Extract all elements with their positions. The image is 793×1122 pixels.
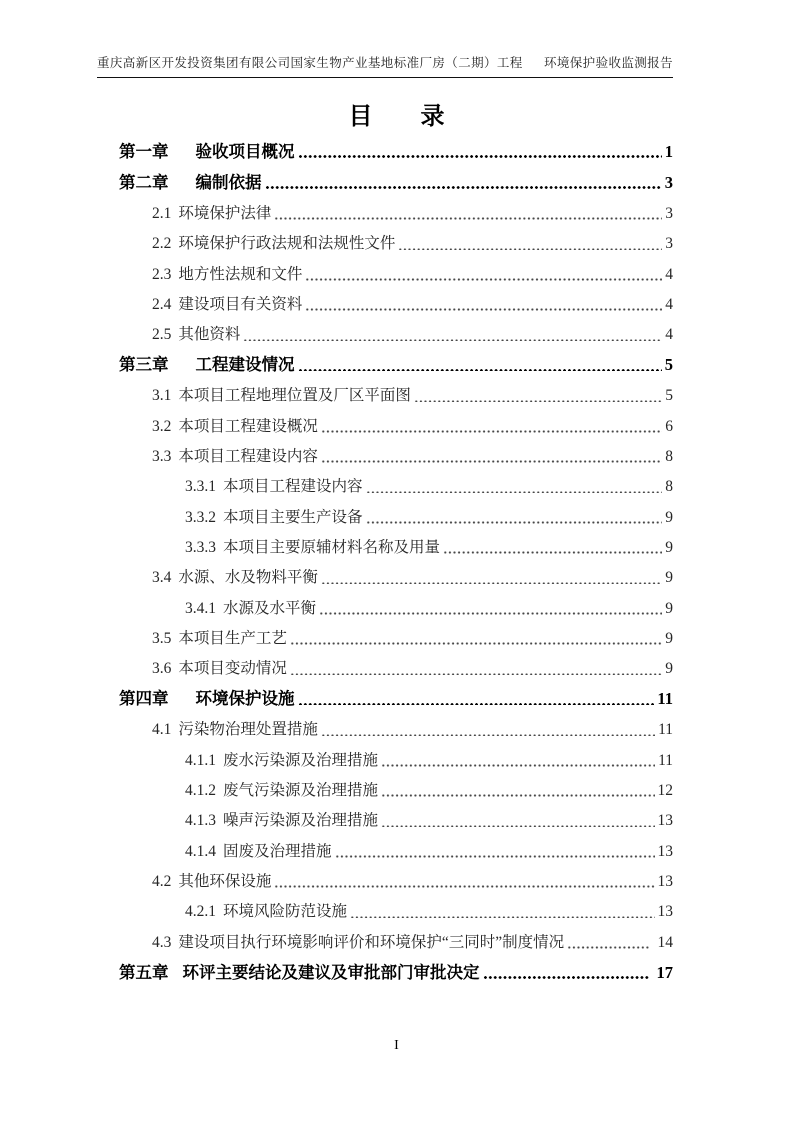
- toc-entry: [97, 539, 673, 556]
- toc-entry-page: 17: [656, 962, 673, 982]
- toc-entry-page: 5: [665, 387, 673, 405]
- toc-entry-page: 9: [665, 660, 673, 678]
- toc-entry-label: 3.6: [152, 660, 172, 678]
- dot-leader: [381, 762, 655, 767]
- toc-entry-title: 废水污染源及治理措施: [223, 751, 379, 769]
- toc-entry: [97, 721, 673, 738]
- toc-entry-title: 环境保护行政法规和法规性文件: [178, 235, 396, 253]
- footer-page-number: I: [394, 1038, 399, 1053]
- toc-entry-title: 环境保护设施: [195, 689, 295, 709]
- dot-leader: [321, 731, 655, 736]
- toc-entry-title: 本项目主要生产设备: [223, 508, 363, 526]
- toc-entry-page: 9: [665, 508, 673, 526]
- toc-entry-page: 13: [657, 812, 673, 830]
- toc-entry: [97, 873, 673, 890]
- toc-entry-label: 2.4: [152, 295, 172, 313]
- dot-leader: [381, 792, 654, 797]
- toc-entry-page: 4: [665, 295, 673, 313]
- toc-entry-label: 第五章: [119, 962, 169, 982]
- toc-entry-label: 第四章: [119, 689, 169, 709]
- dot-leader: [350, 913, 654, 918]
- toc-entry-title: 环境保护法律: [178, 205, 272, 222]
- toc-entry-label: 2.2: [152, 235, 172, 253]
- dot-leader: [483, 974, 649, 979]
- dot-leader: [366, 519, 663, 524]
- toc-entry-label: 3.3: [152, 448, 172, 466]
- toc-entry-label: 2.5: [152, 326, 172, 344]
- toc-entry-title: 编制依据: [195, 173, 262, 192]
- toc-entry-title: 工程建设情况: [195, 355, 295, 375]
- toc-entry-title: 本项目工程建设内容: [178, 448, 318, 466]
- toc-entry-page: 13: [657, 903, 673, 921]
- toc-entry: [97, 630, 673, 647]
- toc-entry-label: 4.1.4: [185, 842, 216, 860]
- toc-entry-page: 13: [657, 872, 673, 890]
- toc-entry-title: 环境风险防范设施: [223, 903, 348, 921]
- toc-entry-title: 其他环保设施: [178, 872, 272, 890]
- dot-leader: [243, 336, 662, 341]
- dot-leader: [567, 944, 649, 949]
- toc-entry-label: 4.1.1: [185, 751, 216, 769]
- toc-entry: [97, 143, 673, 160]
- toc-entry: [97, 266, 673, 283]
- dot-leader: [290, 640, 662, 645]
- toc-entry-page: 8: [665, 478, 673, 496]
- toc-entry-page: 9: [665, 629, 673, 647]
- toc-entry: [97, 205, 673, 222]
- toc-entry-page: 1: [664, 142, 673, 161]
- toc-entry-title: 本项目工程建设内容: [223, 478, 363, 496]
- toc-entry-page: 4: [665, 326, 673, 344]
- dot-leader: [366, 488, 663, 493]
- toc-entry-label: 4.1.3: [185, 812, 216, 830]
- dot-leader: [381, 822, 654, 827]
- toc-entry-page: 3: [665, 205, 673, 222]
- dot-leader: [319, 610, 662, 615]
- dot-leader: [290, 670, 662, 675]
- toc-entry-page: 4: [665, 265, 673, 283]
- dot-leader: [414, 397, 662, 402]
- toc-entry: [97, 903, 673, 920]
- toc-entry: [97, 387, 673, 404]
- toc-entry: [97, 174, 673, 191]
- dot-leader: [298, 700, 655, 705]
- toc-entry-label: 第一章: [119, 142, 169, 161]
- toc-entry-label: 3.3.1: [185, 478, 216, 496]
- toc-entry: [97, 782, 673, 799]
- toc-entry-title: 环评主要结论及建议及审批部门审批决定: [182, 962, 480, 982]
- dot-leader: [321, 579, 662, 584]
- toc-entry-page: 9: [665, 538, 673, 556]
- toc-entry-page: 11: [658, 721, 673, 739]
- toc-entry: [97, 690, 673, 707]
- toc-entry-title: 污染物治理处置措施: [178, 721, 318, 739]
- toc-entry: [97, 964, 673, 981]
- page-title: 目 录: [348, 104, 445, 130]
- toc-entry-title: 其他资料: [178, 326, 241, 344]
- toc-entry-page: 3: [664, 173, 673, 192]
- toc-entry-page: 9: [665, 599, 673, 617]
- toc-entry-title: 本项目主要原辅材料名称及用量: [223, 538, 441, 556]
- toc-entry: [97, 326, 673, 343]
- toc-entry-label: 2.1: [152, 205, 172, 222]
- toc-entry-title: 本项目工程地理位置及厂区平面图: [178, 387, 411, 405]
- toc-entry-page: 11: [657, 689, 673, 709]
- dot-leader: [298, 366, 662, 371]
- toc-entry: [97, 934, 673, 951]
- toc-entry-title: 水源及水平衡: [223, 599, 317, 617]
- toc-entry: [97, 843, 673, 860]
- dot-leader: [305, 276, 662, 281]
- toc-entry-title: 固废及治理措施: [223, 842, 332, 860]
- toc-entry: [97, 812, 673, 829]
- toc-entry-label: 4.3: [152, 933, 172, 951]
- dot-leader: [398, 245, 662, 250]
- toc-entry-page: 5: [664, 355, 673, 375]
- toc-entry-title: 本项目工程建设概况: [178, 417, 318, 435]
- dot-leader: [335, 853, 655, 858]
- toc-entry-title: 废气污染源及治理措施: [223, 782, 379, 800]
- toc-entry-title: 建设项目执行环境影响评价和环境保护“三同时”制度情况: [178, 933, 565, 951]
- toc-entry-label: 3.5: [152, 629, 172, 647]
- toc-entry-page: 14: [657, 933, 673, 951]
- toc-entry-label: 第二章: [119, 173, 169, 192]
- toc-entry-page: 6: [665, 417, 673, 435]
- toc-entry: [97, 660, 673, 677]
- toc-entry-label: 第三章: [119, 355, 169, 375]
- dot-leader: [298, 153, 662, 158]
- toc-list: [97, 140, 673, 995]
- toc-entry: [97, 296, 673, 313]
- toc-entry-page: 3: [665, 235, 673, 253]
- toc-entry-label: 4.2: [152, 872, 172, 890]
- toc-entry-page: 9: [665, 569, 673, 587]
- dot-leader: [265, 184, 662, 189]
- header-project-name: 重庆高新区开发投资集团有限公司国家生物产业基地标准厂房（二期）工程: [97, 56, 523, 70]
- toc-entry-page: 11: [658, 751, 673, 769]
- toc-entry-title: 本项目变动情况: [178, 660, 287, 678]
- dot-leader: [321, 428, 662, 433]
- toc-entry-page: 13: [657, 842, 673, 860]
- toc-entry-label: 3.4.1: [185, 599, 216, 617]
- toc-entry-label: 3.3.2: [185, 508, 216, 526]
- toc-entry-page: 8: [665, 448, 673, 466]
- toc-entry: [97, 478, 673, 495]
- dot-leader: [443, 549, 662, 554]
- toc-entry-title: 水源、水及物料平衡: [178, 569, 318, 587]
- running-header: [97, 53, 673, 78]
- toc-entry: [97, 752, 673, 769]
- toc-entry: [97, 509, 673, 526]
- toc-entry-title: 验收项目概况: [195, 142, 295, 161]
- dot-leader: [321, 458, 662, 463]
- toc-entry-label: 3.1: [152, 387, 172, 405]
- toc-entry-label: 4.1.2: [185, 782, 216, 800]
- toc-entry: [97, 356, 673, 373]
- toc-entry-label: 3.2: [152, 417, 172, 435]
- dot-leader: [305, 306, 662, 311]
- toc-entry-title: 噪声污染源及治理措施: [223, 812, 379, 830]
- toc-entry-label: 4.2.1: [185, 903, 216, 921]
- dot-leader: [274, 883, 654, 888]
- toc-entry: [97, 600, 673, 617]
- toc-entry: [97, 569, 673, 586]
- dot-leader: [274, 215, 662, 220]
- toc-entry: [97, 235, 673, 252]
- toc-entry-title: 本项目生产工艺: [178, 629, 287, 647]
- toc-entry-label: 3.3.3: [185, 538, 216, 556]
- toc-entry-title: 地方性法规和文件: [178, 265, 303, 283]
- toc-entry: [97, 418, 673, 435]
- toc-entry-title: 建设项目有关资料: [178, 295, 303, 313]
- toc-entry-label: 2.3: [152, 265, 172, 283]
- toc-entry: [97, 448, 673, 465]
- header-report-type: 环境保护验收监测报告: [543, 56, 673, 70]
- toc-entry-page: 12: [657, 782, 673, 800]
- toc-entry-label: 3.4: [152, 569, 172, 587]
- toc-entry-label: 4.1: [152, 721, 172, 739]
